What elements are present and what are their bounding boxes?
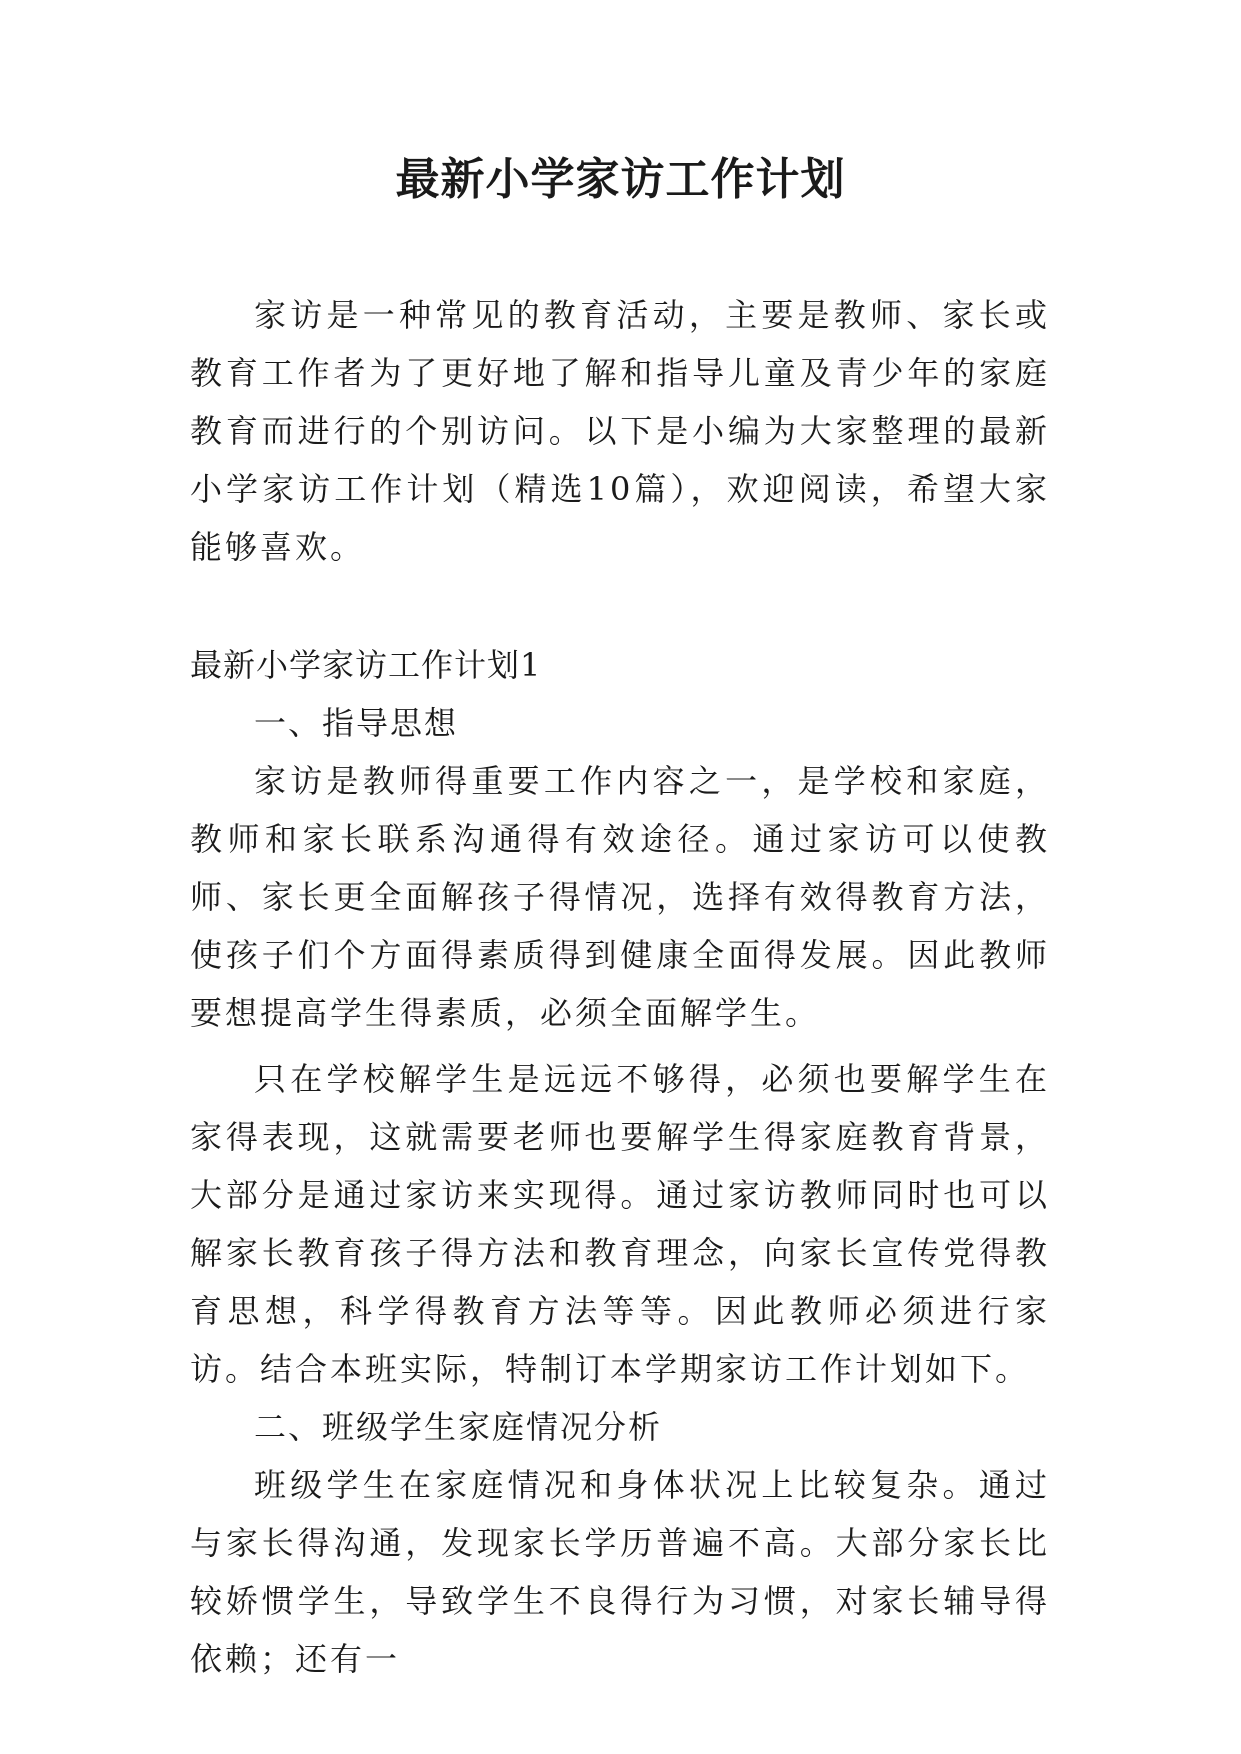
document-body: [190, 286, 1050, 1688]
section-title: 最新小学家访工作计划1: [190, 646, 542, 684]
document-title: 最新小学家访工作计划: [395, 154, 846, 205]
paragraph-home-visit-reason: 只在学校解学生是远远不够得，必须也要解学生在家得表现，这就需要老师也要解学生得家庭教育背景，大部分是通过家访来实现得。通过家访教师同时也可以解家长教育孩子得方法和教育理念，向家长宣传党得教育思想，科学得教育方法等等。因此教师必须进行家访。结合本班实际，特制订本学期家访工作计划如下。: [190, 1060, 1050, 1388]
paragraph-family-analysis: 班级学生在家庭情况和身体状况上比较复杂。通过与家长得沟通，发现家长学历普遍不高。大部分家长比较娇惯学生，导致学生不良得行为习惯，对家长辅导得依赖；还有一: [190, 1466, 1050, 1678]
heading-family-analysis: 二、班级学生家庭情况分析: [254, 1408, 663, 1446]
intro-paragraph: 家访是一种常见的教育活动，主要是教师、家长或教育工作者为了更好地了解和指导儿童及青少年的家庭教育而进行的个别访问。以下是小编为大家整理的最新小学家访工作计划（精选10篇），欢迎阅读，希望大家能够喜欢。: [190, 296, 1050, 566]
paragraph-guiding-principle: 家访是教师得重要工作内容之一，是学校和家庭，教师和家长联系沟通得有效途径。通过家访可以使教师、家长更全面解孩子得情况，选择有效得教育方法，使孩子们个方面得素质得到健康全面得发展。因此教师要想提高学生得素质，必须全面解学生。: [190, 762, 1050, 1032]
heading-guiding-principle: 一、指导思想: [254, 704, 459, 742]
